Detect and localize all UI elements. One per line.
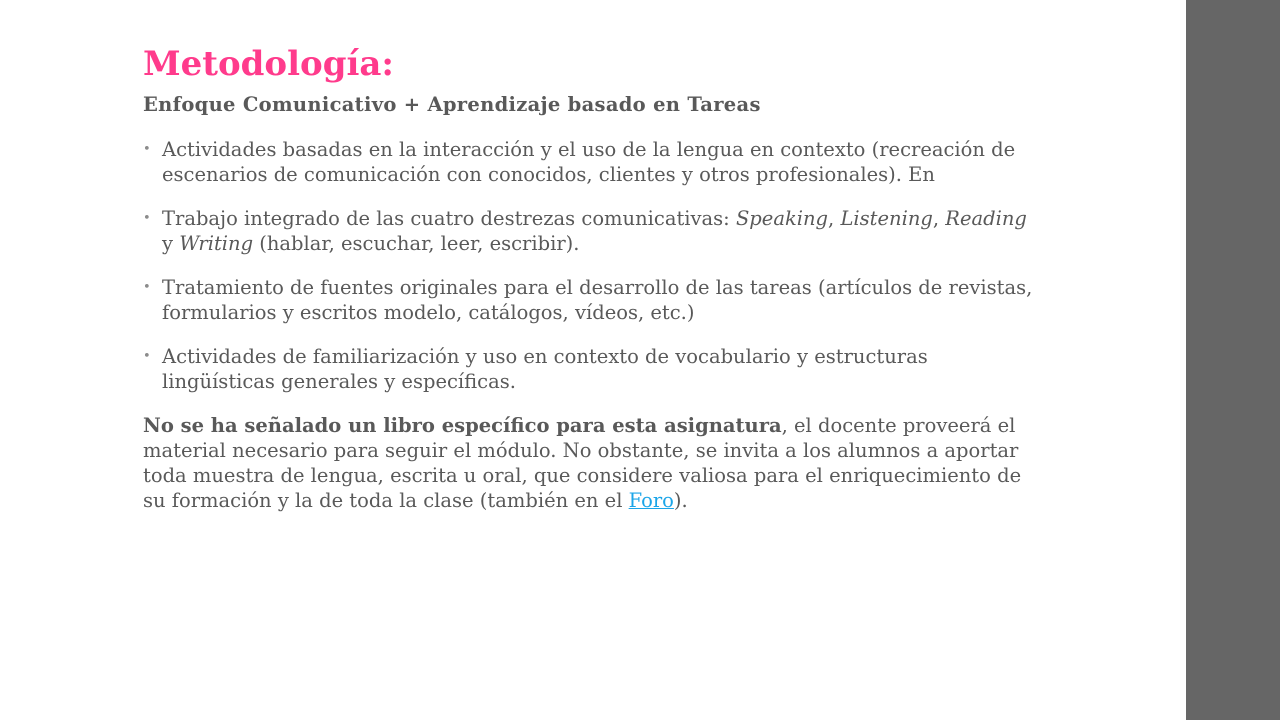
closing-paragraph [143, 413, 1033, 513]
bullet-icon: • [143, 280, 151, 295]
bullet-separator: y [162, 232, 180, 255]
closing-bold-text: No se ha señalado un libro específico para esta asignatura [143, 414, 782, 437]
bullet-text: Actividades basadas en la interacción y el uso de la lengua en contexto (recreación de escenarios de comunicación con conocidos, clientes y otros profesionales). En [162, 138, 1016, 186]
bullet-icon: • [143, 211, 151, 226]
bullet-item [143, 344, 1033, 394]
closing-end: ). [673, 489, 688, 512]
slide-title: Metodología: [143, 44, 394, 84]
skill-listening: Listening [840, 207, 933, 230]
slide-subtitle: Enfoque Comunicativo + Aprendizaje basado en Tareas [143, 93, 761, 116]
bullet-text: Actividades de familiarización y uso en contexto de vocabulario y estructuras lingüísticas generales y específicas. [162, 345, 928, 393]
bullet-icon: • [143, 349, 151, 364]
bullet-icon: • [143, 142, 151, 157]
foro-link[interactable]: Foro [628, 489, 674, 512]
bullet-separator: , [932, 207, 946, 230]
skill-writing: Writing [179, 232, 254, 255]
skill-reading: Reading [945, 207, 1027, 230]
bullet-text: Tratamiento de fuentes originales para el desarrollo de las tareas (artículos de revistas, formularios y escritos modelo, catálogos, vídeos, etc.) [162, 276, 1033, 324]
bullet-list [143, 137, 1033, 394]
slide-content [143, 92, 1033, 513]
bullet-item [143, 275, 1033, 325]
bullet-text-suffix: (hablar, escuchar, leer, escribir). [253, 232, 580, 255]
bullet-separator: , [828, 207, 841, 230]
side-bar [1186, 0, 1280, 720]
bullet-item [143, 206, 1033, 256]
closing-text: , el docente proveerá el material necesario para seguir el módulo. No obstante, se invita a los alumnos a aportar toda muestra de lengua, escrita u oral, que considere valiosa para el enriquecimiento de su formación y la de toda la clase (también en el [143, 414, 1022, 512]
bullet-text-prefix: Trabajo integrado de las cuatro destrezas comunicativas: [162, 207, 736, 230]
skill-speaking: Speaking [735, 207, 829, 230]
bullet-item [143, 137, 1033, 187]
